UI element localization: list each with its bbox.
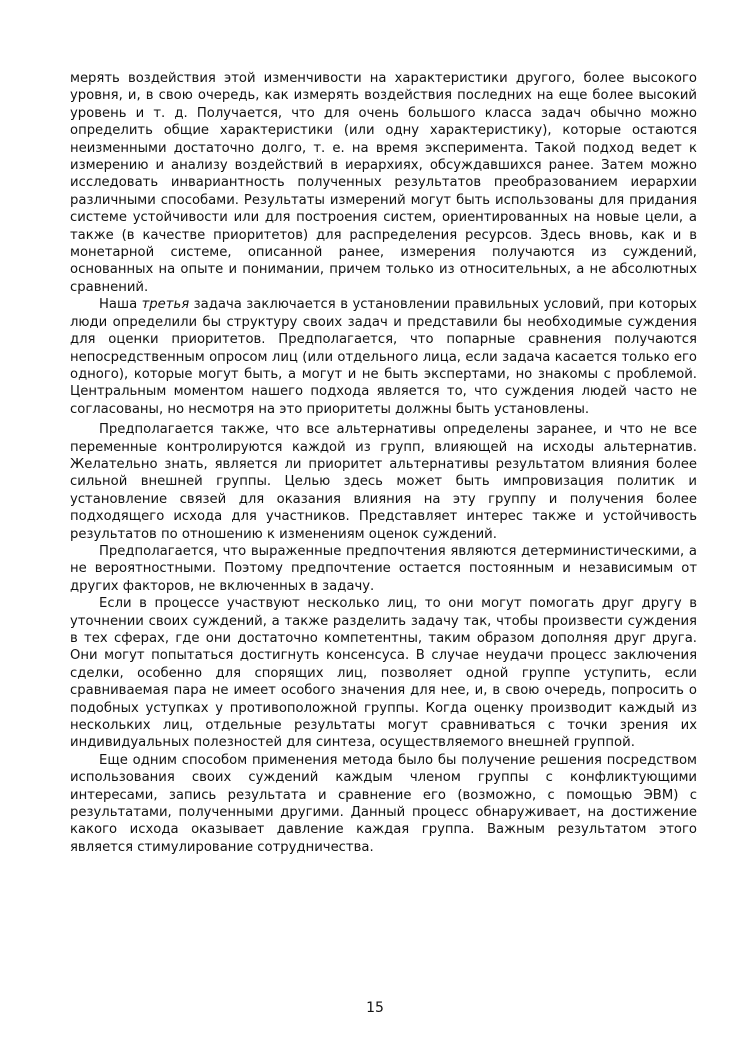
paragraph-several-persons <box>70 595 697 752</box>
paragraph-text: Предполагается также, что все альтернативы определены заранее, и что не все переменные контролируются каждой из групп, влияющей на исходы альтернатив. Желательно знать, является ли приоритет альтернативы результатом влияния более сильной внешней группы. Целью здесь может быть импровизация политик и установление связей для оказания влияния на эту группу и получения более подходящего исхода для участников. Представляет интерес также и устойчивость результатов по отношению к изменениям оценок суждений. <box>70 422 697 542</box>
paragraph-text: Предполагается, что выраженные предпочтения являются детерминистическими, а не вероятностными. Поэтому предпочтение остается постоянным и независимым от других факторов, не включенных в задачу. <box>70 543 697 594</box>
page-number: 15 <box>366 1000 384 1016</box>
paragraph-alternatives <box>70 421 697 543</box>
paragraph-another-method <box>70 752 697 856</box>
paragraph-text: Еще одним способом применения метода было бы получение решения посредством использования своих суждений каждым членом группы с конфликтующими интересами, запись результата и сравнение его (возможно, с помощью ЭВМ) с результатами, полученными другими. Данный процесс обнаруживает, на достижение какого исхода оказывает давление каждая группа. Важным результатом этого является стимулирование сотрудничества. <box>70 752 697 855</box>
paragraph-preferences <box>70 543 697 595</box>
paragraph-third-task <box>70 296 697 418</box>
paragraph-continuation <box>70 70 697 296</box>
paragraph-text: мерять воздействия этой изменчивости на характеристики другого, более высокого уровня, и, в свою очередь, как измерять воздействия последних на еще более высокий уровень и т. д. Получается, что для очень большого класса задач обычно можно определить общие характеристики (или одну характеристику), которые остаются неизменными достаточно долго, т. е. на время эксперимента. Такой подход ведет к измерению и анализу воздействий в иерархиях, обсуждавшихся ранее. Затем можно исследовать инвариантность полученных результатов преобразованием иерархии различными способами. Результаты измерений могут быть использованы для придания системе устойчивости или для построения систем, ориентированных на новые цели, а также (в качестве приоритетов) для распределения ресурсов. Здесь вновь, как и в монетарной системе, описанной ранее, измерения получаются из суждений, основанных на опыте и понимании, причем только из относительных, а не абсолютных сравнений. <box>70 71 697 295</box>
body-text <box>70 70 697 856</box>
paragraph-text: Наша <box>99 297 142 313</box>
emphasis-third: третья <box>141 297 190 313</box>
paragraph-text: Если в процессе участвуют несколько лиц, то они могут помогать друг другу в уточнении своих суждений, а также разделить задачу так, чтобы произвести суждения в тех сферах, где они достаточно компетентны, таким образом дополняя друг друга. Они могут попытаться достигнуть консенсуса. В случае неудачи процесс заключения сделки, особенно для спорящих лиц, позволяет одной группе уступить, если сравниваемая пара не имеет особого значения для нее, и, в свою очередь, попросить о подобных уступках у противоположной группы. Когда оценку производит каждый из нескольких лиц, отдельные результаты могут сравниваться с точки зрения их индивидуальных полезностей для синтеза, осуществляемого внешней группой. <box>70 596 697 751</box>
paragraph-text: задача заключается в установлении правильных условий, при которых люди определили бы структуру своих задач и представили бы необходимые суждения для оценки приоритетов. Предполагается, что попарные сравнения получаются непосредственным опросом лиц (или отдельного лица, если задача касается только его одного), которые могут быть, а могут и не быть экспертами, но знакомы с проблемой. Центральным моментом нашего подхода является то, что суждения людей часто не согласованы, но несмотря на это приоритеты должны быть установлены. <box>70 297 697 417</box>
